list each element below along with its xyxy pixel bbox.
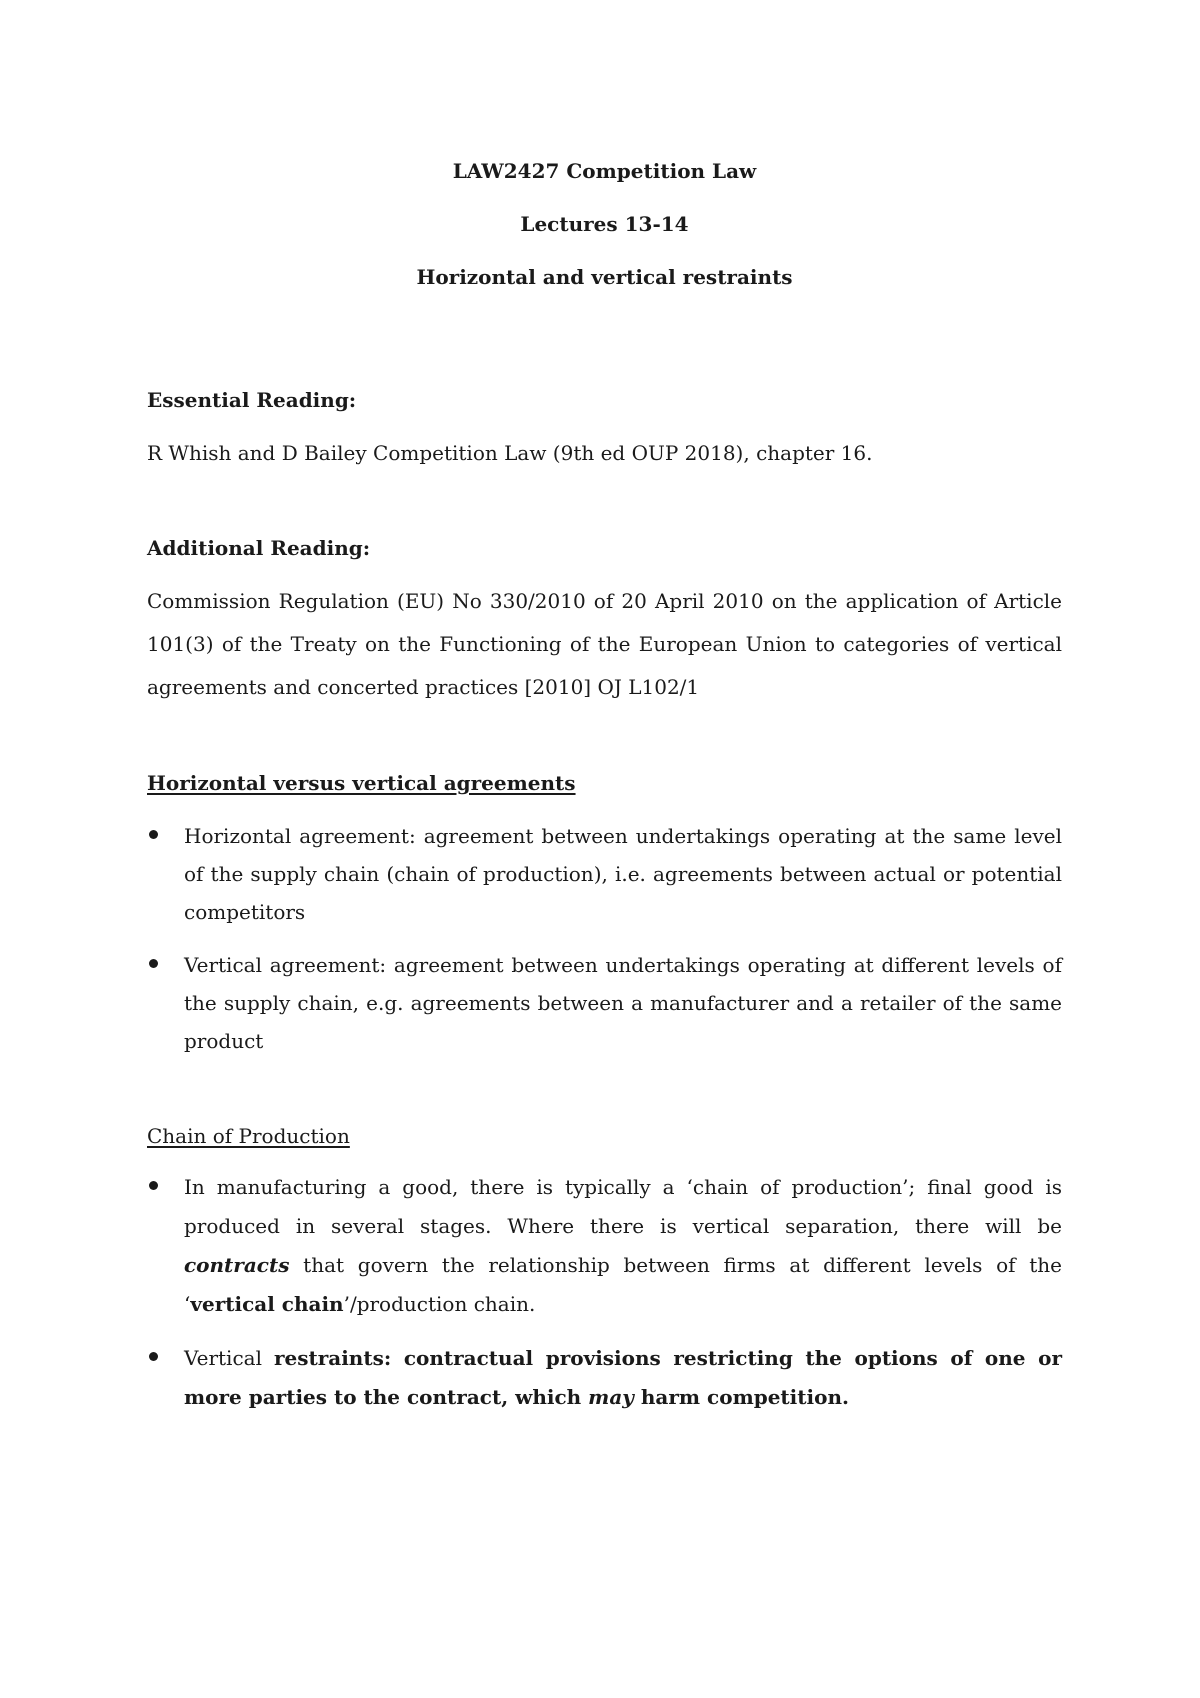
bullet-text-part: ’/production chain. [343, 1292, 536, 1316]
essential-reading-text: R Whish and D Bailey Competition Law (9th ed OUP 2018), chapter 16. [147, 441, 873, 465]
course-title: LAW2427 Competition Law [452, 159, 757, 183]
list-item [147, 943, 1062, 1060]
bullet-text-part: Vertical [184, 1346, 274, 1370]
additional-reading-heading: Additional Reading: [147, 536, 371, 560]
bullet-icon [149, 1352, 158, 1361]
bullet-text-part: In manufacturing a good, there is typically a ‘chain of production’; final good is produced in several stages. Where there is vertical separation, there will be [184, 1175, 1062, 1238]
chain-of-production-list [147, 1165, 1062, 1417]
emphasis-contracts: contracts [184, 1253, 290, 1277]
horizontal-vertical-heading: Horizontal versus vertical agreements [147, 771, 576, 795]
emphasis-harm: harm competition. [633, 1385, 849, 1409]
essential-reading-heading: Essential Reading: [147, 388, 357, 412]
bullet-icon [149, 830, 158, 839]
list-item [147, 814, 1062, 931]
bullet-text: Vertical agreement: agreement between undertakings operating at different levels of the supply chain, e.g. agreements between a manufacturer and a retailer of the same product [184, 953, 1062, 1053]
additional-reading-text: Commission Regulation (EU) No 330/2010 of 20 April 2010 on the application of Article 101(3) of the Treaty on the Functioning of the European Union to categories of vertical agreements and concerted practices [2010] OJ L102/1 [147, 589, 1062, 699]
bullet-icon [149, 959, 158, 968]
bullet-text-part: that govern the relationship between firms at different levels of the ‘ [184, 1253, 1062, 1316]
additional-reading-section [147, 527, 1062, 709]
horizontal-vertical-section [147, 762, 1062, 1060]
title-block [147, 150, 1062, 309]
horizontal-vertical-list [147, 814, 1062, 1060]
lectures-title: Lectures 13-14 [520, 212, 689, 236]
list-item [147, 1336, 1062, 1417]
document-body [147, 0, 1062, 1417]
bullet-icon [149, 1181, 158, 1190]
essential-reading-section [147, 379, 1062, 475]
emphasis-may: may [588, 1385, 634, 1409]
list-item [147, 1165, 1062, 1324]
chain-of-production-section [147, 1115, 1062, 1417]
chain-of-production-heading: Chain of Production [147, 1124, 350, 1148]
bullet-text: Horizontal agreement: agreement between undertakings operating at the same level of the supply chain (chain of production), i.e. agreements between actual or potential competitors [184, 824, 1062, 924]
emphasis-vertical-chain: vertical chain [190, 1292, 344, 1316]
emphasis-restraints: restraints: contractual provisions restricting the options of one or more parties to the contract, which [184, 1346, 1062, 1409]
topic-title: Horizontal and vertical restraints [416, 265, 793, 289]
